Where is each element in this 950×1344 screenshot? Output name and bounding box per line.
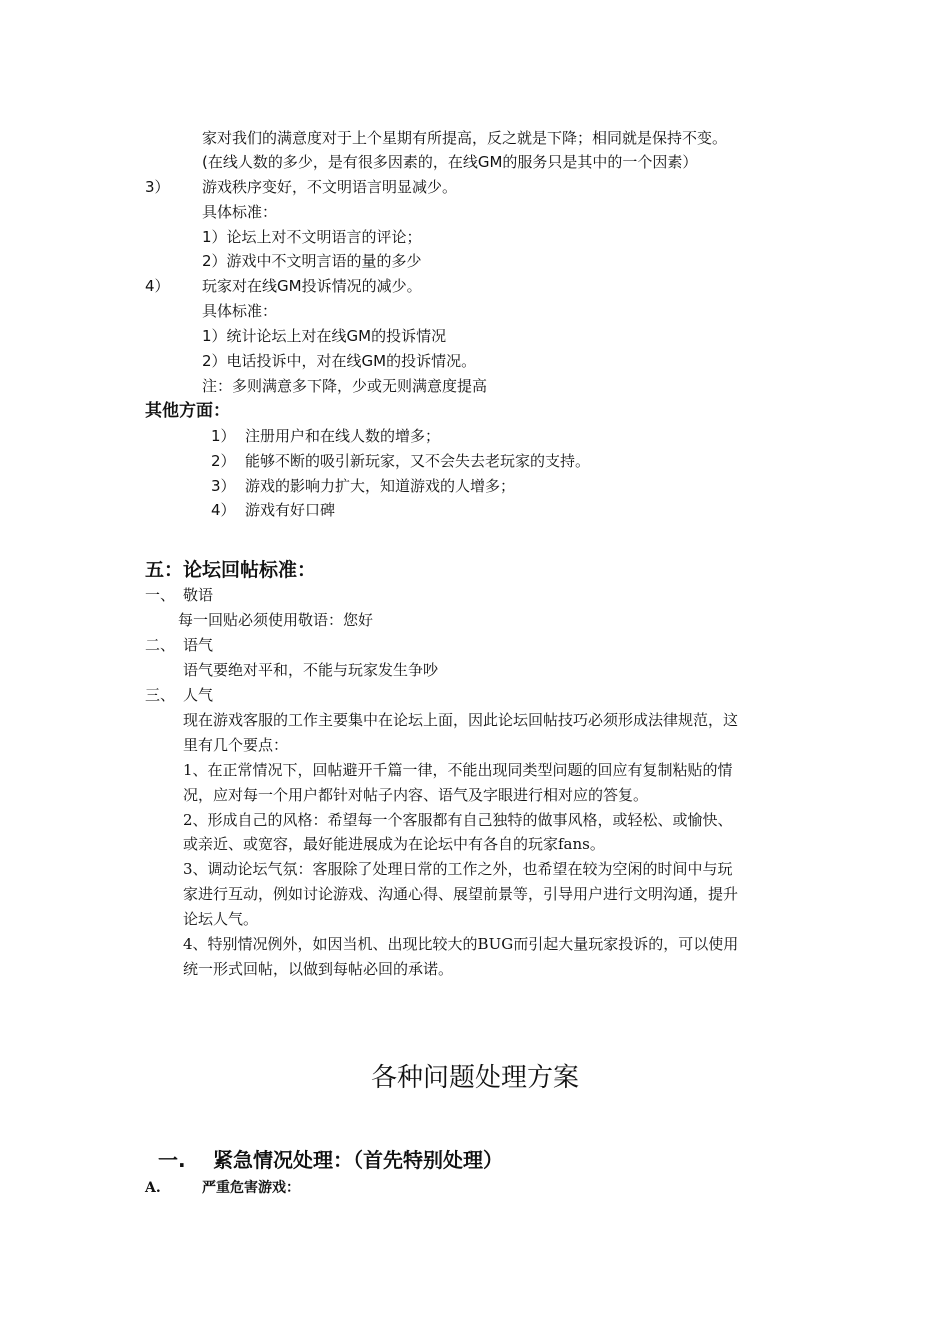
section-heading: 其他方面： bbox=[145, 401, 230, 421]
list-item-text: 玩家对在线GM投诉情况的减少。 bbox=[202, 277, 422, 295]
list-item-text: 游戏有好口碑 bbox=[245, 501, 336, 519]
list-number: 3） bbox=[145, 178, 170, 196]
paragraph-line: 4、特别情况例外，如因当机、出现比较大的BUG而引起大量玩家投诉的，可以使用 bbox=[183, 935, 739, 953]
list-number: 2） bbox=[211, 452, 236, 470]
section-heading: 五：论坛回帖标准： bbox=[145, 559, 317, 581]
list-item-text: 游戏秩序变好，不文明语言明显减少。 bbox=[202, 178, 458, 196]
list-number: 3） bbox=[211, 477, 236, 495]
criteria-item: 2）电话投诉中，对在线GM的投诉情况。 bbox=[202, 352, 477, 370]
paragraph-line: 家进行互动，例如讨论游戏、沟通心得、展望前景等，引导用户进行文明沟通，提升 bbox=[183, 885, 739, 903]
heading-text: 紧急情况处理：（首先特别处理） bbox=[213, 1148, 503, 1172]
paragraph-line: 每一回贴必须使用敬语：您好 bbox=[178, 611, 374, 629]
paragraph-line: 统一形式回帖，以做到每帖必回的承诺。 bbox=[183, 960, 454, 978]
heading-number: 一. bbox=[158, 1148, 186, 1172]
subsection-number: 三、 bbox=[145, 686, 176, 704]
note: 注：多则满意多下降，少或无则满意度提高 bbox=[202, 377, 488, 395]
subsection-title: 语气 bbox=[183, 636, 214, 654]
paragraph-line: 家对我们的满意度对于上个星期有所提高，反之就是下降；相同就是保持不变。 bbox=[202, 129, 728, 147]
paragraph-line: (在线人数的多少，是有很多因素的，在线GM的服务只是其中的一个因素） bbox=[202, 153, 698, 171]
paragraph-line: 3、调动论坛气氛：客服除了处理日常的工作之外，也希望在较为空闲的时间中与玩 bbox=[183, 860, 733, 878]
list-item-text: 能够不断的吸引新玩家，又不会失去老玩家的支持。 bbox=[245, 452, 591, 470]
criteria-item: 1）论坛上对不文明语言的评论； bbox=[202, 228, 422, 246]
subheading-text: 严重危害游戏： bbox=[202, 1180, 300, 1196]
criteria-label: 具体标准： bbox=[202, 203, 278, 221]
paragraph-line: 或亲近、或宽容，最好能进展成为在论坛中有各自的玩家fans。 bbox=[183, 835, 605, 853]
subsection-title: 敬语 bbox=[183, 586, 214, 604]
criteria-label: 具体标准： bbox=[202, 302, 278, 320]
paragraph-line: 2、形成自己的风格：希望每一个客服都有自己独特的做事风格，或轻松、或愉快、 bbox=[183, 811, 733, 829]
list-number: 4） bbox=[145, 277, 170, 295]
paragraph-line: 论坛人气。 bbox=[183, 910, 259, 928]
criteria-item: 1）统计论坛上对在线GM的投诉情况 bbox=[202, 327, 447, 345]
paragraph-line: 里有几个要点： bbox=[183, 736, 289, 754]
subsection-title: 人气 bbox=[183, 686, 214, 704]
subsection-number: 二、 bbox=[145, 636, 176, 654]
paragraph-line: 语气要绝对平和，不能与玩家发生争吵 bbox=[183, 661, 439, 679]
paragraph-line: 现在游戏客服的工作主要集中在论坛上面，因此论坛回帖技巧必须形成法律规范，这 bbox=[183, 711, 739, 729]
list-item-text: 游戏的影响力扩大，知道游戏的人增多； bbox=[245, 477, 516, 495]
criteria-item: 2）游戏中不文明言语的量的多少 bbox=[202, 252, 422, 270]
paragraph-line: 况，应对每一个用户都针对帖子内容、语气及字眼进行相对应的答复。 bbox=[183, 786, 649, 804]
document-title: 各种问题处理方案 bbox=[370, 1063, 579, 1093]
paragraph-line: 1、在正常情况下，回帖避开千篇一律，不能出现同类型问题的回应有复制粘贴的情 bbox=[183, 761, 733, 779]
list-number: 4） bbox=[211, 501, 236, 519]
list-number: 1） bbox=[211, 427, 236, 445]
subheading-letter: A. bbox=[145, 1180, 161, 1196]
list-item-text: 注册用户和在线人数的增多； bbox=[245, 427, 441, 445]
subsection-number: 一、 bbox=[145, 586, 176, 604]
